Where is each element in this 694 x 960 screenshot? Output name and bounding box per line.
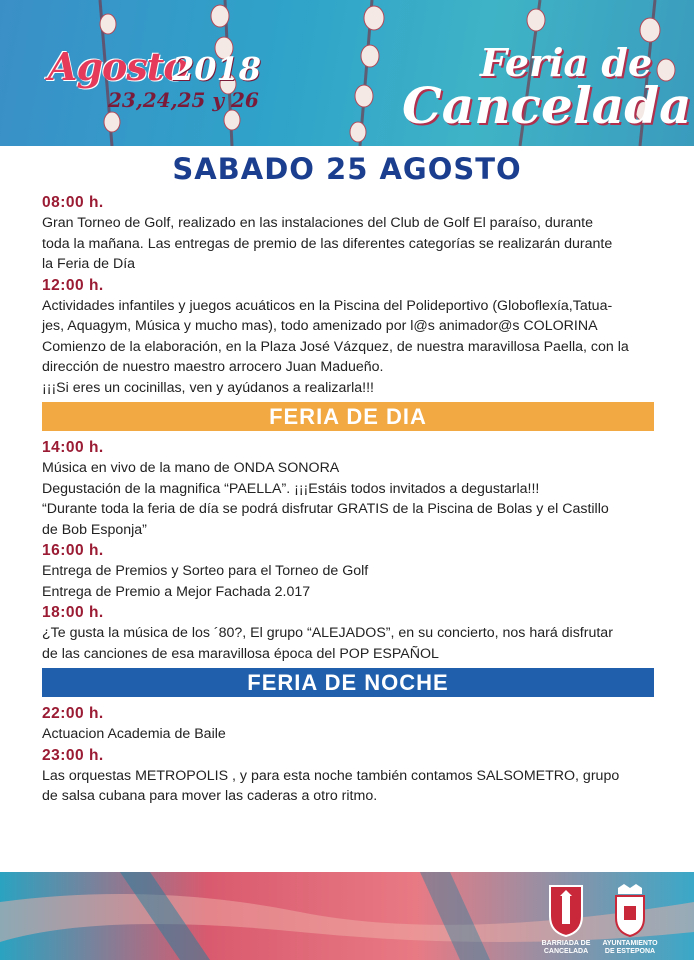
schedule-item-1400 — [42, 437, 654, 540]
schedule-line: “Durante toda la feria de día se podrá disfrutar GRATIS de la Piscina de Bolas y el Castillo — [42, 501, 609, 517]
day-title: SABADO 25 AGOSTO — [172, 152, 522, 186]
schedule-line: Actuacion Academia de Baile — [42, 726, 226, 742]
schedule-line: jes, Aquagym, Música y mucho mas), todo amenizado por l@s animador@s COLORINA — [42, 318, 598, 334]
footer-banner — [0, 872, 694, 960]
schedule-item-2200 — [42, 703, 654, 745]
schedule-line: de las canciones de esa maravillosa época del POP ESPAÑOL — [42, 645, 439, 662]
schedule-line: Entrega de Premio a Mejor Fachada 2.017 — [42, 583, 311, 600]
time-label: 08:00 h. — [42, 194, 104, 211]
schedule-item-1200 — [42, 275, 654, 399]
time-label: 12:00 h. — [42, 276, 104, 294]
logo1-label-line2: CANCELADA — [543, 948, 589, 955]
festival-title-line2: Cancelada — [402, 76, 692, 135]
schedule-line: de salsa cubana para mover las caderas a otro ritmo. — [42, 788, 378, 804]
header-year: 2018 — [172, 50, 262, 88]
crest-icon — [610, 882, 650, 938]
schedule-item-1800 — [42, 602, 654, 664]
schedule-item-2300 — [42, 745, 654, 807]
schedule-line: Actividades infantiles y juegos acuáticos en la Piscina del Polideportivo (Globoflexía,Tatua- — [42, 297, 613, 314]
header-month: Agosto — [48, 44, 188, 89]
schedule-line: Las orquestas METROPOLIS , y para esta noche también contamos SALSOMETRO, grupo — [42, 767, 620, 784]
festival-title-line1: Feria de — [480, 40, 653, 85]
schedule-line: la Feria de Día — [42, 256, 136, 272]
schedule-line: dirección de nuestro maestro arrocero Juan Madueño. — [42, 359, 384, 375]
schedule-line: de Bob Esponja” — [42, 521, 147, 538]
schedule-item-0800 — [42, 192, 654, 275]
schedule-line: Comienzo de la elaboración, en la Plaza José Vázquez, de nuestra maravillosa Paella, con la — [42, 338, 629, 355]
time-label: 18:00 h. — [42, 604, 104, 621]
feria-de-dia-banner: FERIA DE DIA — [42, 402, 654, 431]
time-label: 16:00 h. — [42, 542, 104, 559]
schedule-line: toda la mañana. Las entregas de premio de las diferentes categorías se realizarán durante — [42, 235, 613, 252]
schedule-line: Música en vivo de la mano de ONDA SONORA — [42, 460, 340, 476]
schedule-line: ¿Te gusta la música de los ´80?, El grupo “ALEJADOS”, en su concierto, nos hará disfrutar — [42, 625, 613, 641]
logo2-label-line2: DE ESTEPONA — [604, 948, 656, 955]
logo1-label-line1: BARRIADA DE — [541, 940, 591, 947]
lighthouse-shield-icon — [546, 882, 586, 938]
festival-title — [402, 40, 692, 140]
logo2-label-line1: AYUNTAMIENTO — [602, 940, 658, 947]
feria-de-noche-banner: FERIA DE NOCHE — [42, 668, 654, 697]
header-banner — [0, 0, 694, 146]
time-label: 14:00 h. — [42, 439, 104, 456]
barriada-cancelada-logo — [534, 878, 598, 958]
schedule-line: Degustación de la magnifica “PAELLA”. ¡¡¡Estáis todos invitados a degustarla!!! — [42, 480, 540, 497]
schedule-line: Entrega de Premios y Sorteo para el Torneo de Golf — [42, 563, 369, 579]
time-label: 22:00 h. — [42, 705, 104, 722]
schedule-line: Gran Torneo de Golf, realizado en las instalaciones del Club de Golf El paraíso, durante — [42, 215, 594, 231]
schedule-content — [42, 192, 654, 807]
header-days: 23,24,25 y 26 — [108, 88, 259, 112]
schedule-line: ¡¡¡Si eres un cocinillas, ven y ayúdanos a realizarla!!! — [42, 379, 374, 396]
time-label: 23:00 h. — [42, 746, 104, 764]
festival-dates — [48, 44, 262, 124]
ayuntamiento-estepona-logo — [598, 878, 662, 958]
schedule-item-1600 — [42, 540, 654, 602]
